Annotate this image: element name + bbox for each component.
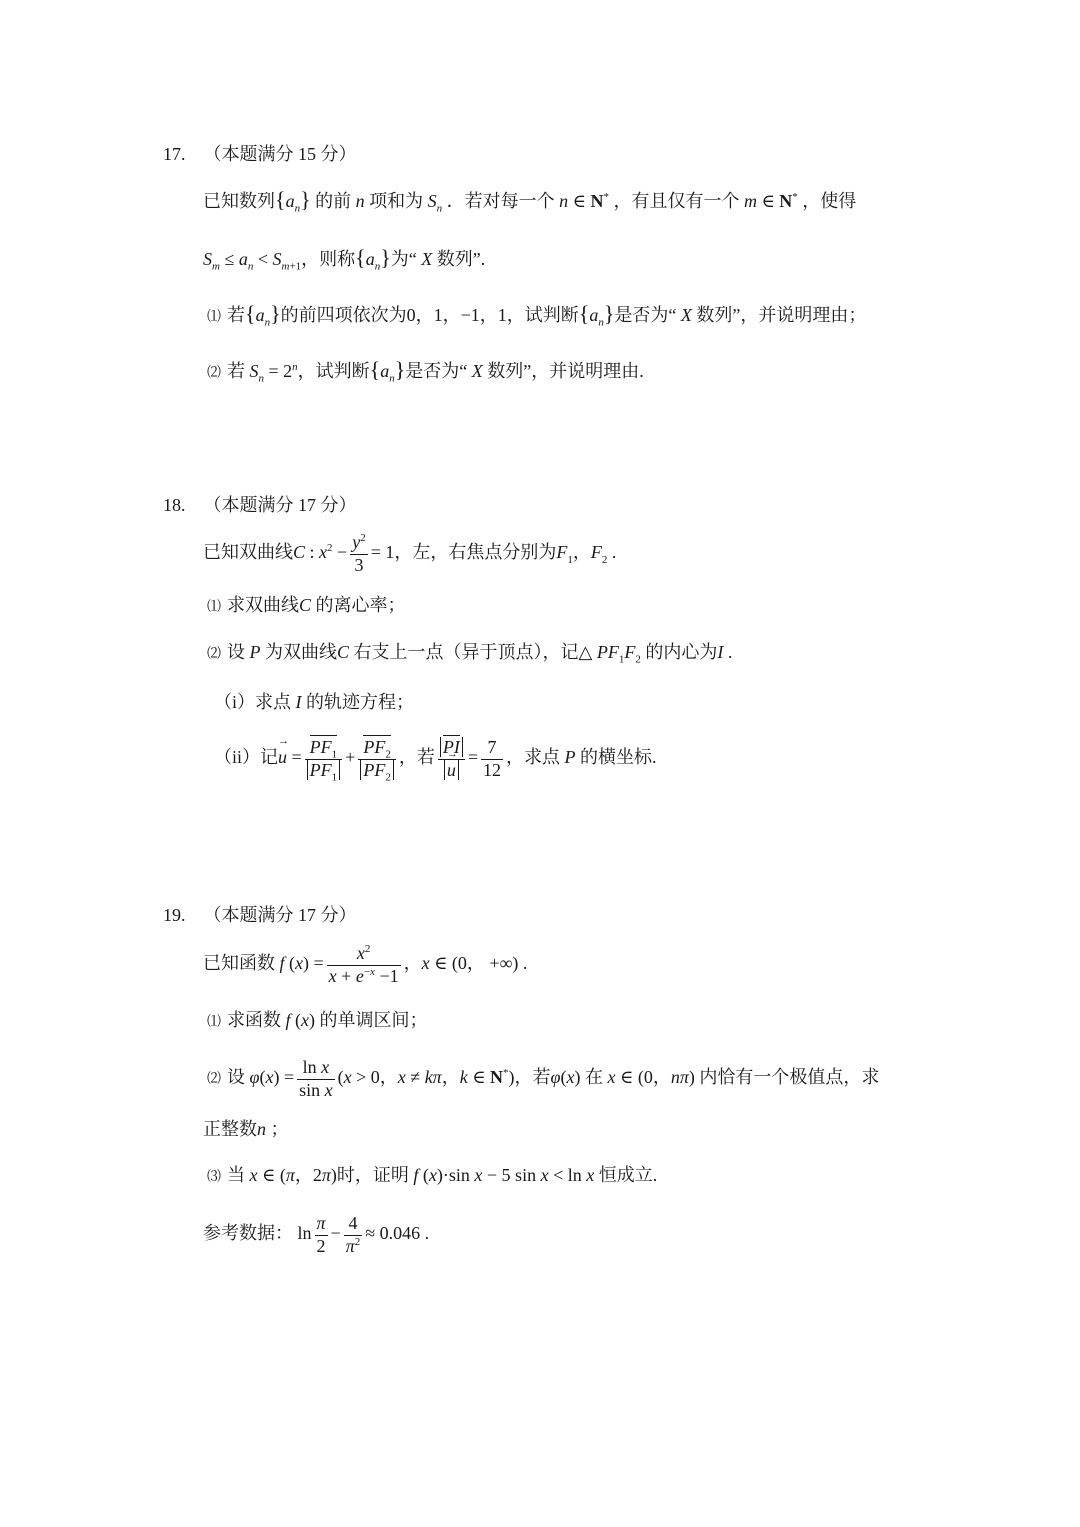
q17-number: 17. bbox=[163, 144, 186, 164]
q19-part1-text: 的单调区间； bbox=[319, 1010, 428, 1030]
q19-part2: ⑵ 设 φ(x) = $\frac{\text{ln x}}{\text{sin x}}$ (x > 0，x ≠ kπ，k ∈ N*)，若φ(x) 在 x ∈ (0，nπ) 内恰有一个极值点，求 bbox=[207, 1057, 880, 1100]
q17-part1-text: ，试判断 bbox=[506, 305, 579, 325]
q18-header: （本题满分 17 分） bbox=[203, 495, 357, 515]
reference-value: ≈ 0.046 . bbox=[365, 1223, 430, 1244]
q18-sub-i-text: 的轨迹方程； bbox=[306, 692, 415, 712]
q19-part2-text: 设 bbox=[227, 1067, 245, 1088]
q19-part1-number: ⑴ bbox=[207, 1015, 221, 1030]
q17-part1: ⑴ 若$\{a_n\}$的前四项依次为0，1，−1，1，试判断$\{a_n\}$是否为“ X 数列”，并说明理由； bbox=[207, 301, 867, 329]
q17-part2-text: ，试判断 bbox=[297, 361, 370, 381]
q18-part1-text: 的离心率； bbox=[315, 595, 406, 615]
q19-number: 19. bbox=[163, 905, 186, 925]
q17-part2-number: ⑵ bbox=[207, 366, 221, 381]
phi-fraction: $\frac{\text{ln x}}{\text{sin x}}$ bbox=[299, 1057, 333, 1100]
q18-heading bbox=[163, 496, 357, 514]
q19-part1: ⑴ 求函数 f (x) 的单调区间； bbox=[207, 1010, 428, 1030]
q19-part2-cont: 正整数n ； bbox=[203, 1119, 289, 1139]
unit-vector-fraction-2: $\frac{PF_2}{PF_2}$ bbox=[358, 737, 396, 781]
q19-intro-text: ， bbox=[403, 953, 422, 974]
q18-sub-i-text: 求点 bbox=[255, 692, 292, 712]
q17-part2: ⑵ 若 $S_n = 2^n$，试判断$\{a_n\}$是否为“ X 数列”，并说明理由. bbox=[207, 357, 644, 385]
q17-condition: $S_m \le a_n < S_{m+1}$，则称$\{a_n\}$为“ X 数列”. bbox=[203, 245, 486, 273]
hyperbola-fraction: $\frac{y^2}{3}$ bbox=[352, 532, 366, 575]
q18-sub-ii-text: ，若 bbox=[398, 747, 435, 768]
q18-sub-ii-text: 的横坐标. bbox=[579, 747, 657, 768]
q18-part1-text: 求双曲线 bbox=[227, 595, 299, 615]
q19-part2-text: 内恰有一个极值点，求 bbox=[699, 1067, 880, 1088]
q19-part2-text: 在 bbox=[585, 1067, 603, 1088]
q17-condition-text: 数列”. bbox=[436, 249, 486, 269]
q19-heading bbox=[163, 906, 357, 924]
q18-sub-i-label: （i） bbox=[214, 692, 256, 712]
q17-part2-text: 数列”，并说明理由. bbox=[487, 361, 644, 381]
q17-intro: 已知数列$\{a_n\}$ 的前 n 项和为 $S_n$ ．若对每一个 n ∈ N* ，有且仅有一个 m ∈ N* ，使得 bbox=[203, 187, 857, 215]
q18-sub-ii: （ii）记→ u = $\frac{PF_1}{PF_1}$ + $\frac{PF_2}{PF_2}$ ，若 PI → u = $\frac{7}{12}$ ，求点 P 的横坐标. bbox=[214, 737, 656, 781]
q19-part3-text: 当 bbox=[227, 1165, 245, 1185]
q19-part3-text: 恒成立. bbox=[598, 1165, 658, 1185]
q19-part3: ⑶ 当 x ∈ (π，2π)时，证明 f (x)·sin x − 5 sin x < ln x 恒成立. bbox=[207, 1165, 658, 1185]
ratio-fraction: PI → u bbox=[438, 737, 465, 781]
q17-intro-text: ．若对每一个 bbox=[446, 191, 555, 211]
q17-part1-text: 的前四项依次为 bbox=[280, 305, 407, 325]
q17-intro-text: 的前 bbox=[315, 191, 352, 211]
q18-intro-text: . bbox=[611, 542, 617, 563]
q18-part1-number: ⑴ bbox=[207, 600, 221, 615]
q19-part3-text: 时，证明 bbox=[336, 1165, 409, 1185]
q17-part1-text: 是否为“ bbox=[614, 305, 677, 325]
q17-condition-text: ，则称 bbox=[301, 249, 356, 269]
q18-intro-text: ， bbox=[572, 542, 591, 563]
q18-intro-text: ，左，右焦点分别为 bbox=[394, 542, 557, 563]
unit-vector-fraction-1: $\frac{PF_1}{PF_1}$ bbox=[305, 737, 343, 781]
q18-sub-ii-label: （ii） bbox=[214, 747, 261, 768]
q18-sub-ii-text: ，求点 bbox=[505, 747, 560, 768]
q17-header: （本题满分 15 分） bbox=[203, 144, 357, 164]
q17-part1-text: 若 bbox=[227, 305, 245, 325]
q18-part2-number: ⑵ bbox=[207, 647, 221, 662]
q18-part1: ⑴ 求双曲线C 的离心率； bbox=[207, 595, 406, 615]
q17-part1-values: 0，1，−1，1 bbox=[406, 305, 507, 325]
q17-intro-text: ，有且仅有一个 bbox=[613, 191, 740, 211]
q19-intro: 已知函数 f (x) = $\frac{x^2}{x + e^{-x} -1}$ ，x ∈ (0， +∞) . bbox=[203, 943, 528, 986]
q17-heading bbox=[163, 145, 357, 163]
q17-intro-text: 项和为 bbox=[369, 191, 424, 211]
q19-part2-number: ⑵ bbox=[207, 1072, 221, 1088]
function-fraction: $\frac{x^2}{x + e^{-x} -1}$ bbox=[328, 943, 399, 986]
q17-part1-number: ⑴ bbox=[207, 310, 221, 325]
q17-intro-text: ，使得 bbox=[802, 191, 857, 211]
q18-part2-text: 右支上一点（异于顶点），记△ bbox=[353, 642, 593, 662]
q19-part2-text: ； bbox=[270, 1119, 289, 1139]
q18-part2-text: 的内心为 bbox=[645, 642, 718, 662]
seven-twelfths-fraction: $\frac{7}{12}$ bbox=[482, 737, 501, 780]
q19-part2-text: ，若 bbox=[514, 1067, 551, 1088]
q18-sub-ii-text: 记 bbox=[260, 747, 279, 768]
q17-part2-text: 若 bbox=[227, 361, 245, 381]
q17-part2-text: 是否为“ bbox=[405, 361, 468, 381]
q19-reference: 参考数据： ln $\frac{\pi}{2}$ − $\frac{4}{\pi^2}$ ≈ 0.046 . bbox=[203, 1213, 430, 1256]
q18-sub-i: （i）求点 I 的轨迹方程； bbox=[214, 692, 415, 712]
q19-part3-number: ⑶ bbox=[207, 1170, 221, 1185]
q19-intro-text: . bbox=[522, 953, 528, 974]
q19-part1-text: 求函数 bbox=[227, 1010, 281, 1030]
q17-condition-text: 为“ bbox=[390, 249, 417, 269]
q18-part2-text: 为双曲线 bbox=[265, 642, 337, 662]
reference-label: 参考数据： bbox=[203, 1223, 293, 1244]
q18-part2-text: 设 bbox=[227, 642, 245, 662]
q18-part2-text: . bbox=[727, 642, 733, 662]
four-over-pi-squared-fraction: $\frac{4}{\pi^2}$ bbox=[345, 1213, 361, 1256]
q18-intro-text: 已知双曲线 bbox=[203, 542, 293, 563]
q17-intro-text: 已知数列 bbox=[203, 191, 275, 211]
q19-intro-text: 已知函数 bbox=[203, 953, 275, 974]
q17-part1-text: 数列”，并说明理由； bbox=[696, 305, 867, 325]
q18-number: 18. bbox=[163, 495, 186, 515]
q19-part2-text: 正整数 bbox=[203, 1119, 257, 1139]
q19-header: （本题满分 17 分） bbox=[203, 905, 357, 925]
q18-intro: 已知双曲线C : $x^2$ − $\frac{y^2}{3}$ = 1，左，右焦点分别为$F_1$，$F_2$ . bbox=[203, 532, 617, 575]
q18-part2: ⑵ 设 P 为双曲线C 右支上一点（异于顶点），记△ $PF_1F_2$ 的内心为I . bbox=[207, 642, 733, 666]
pi-over-two-fraction: $\frac{\pi}{2}$ bbox=[316, 1213, 326, 1256]
